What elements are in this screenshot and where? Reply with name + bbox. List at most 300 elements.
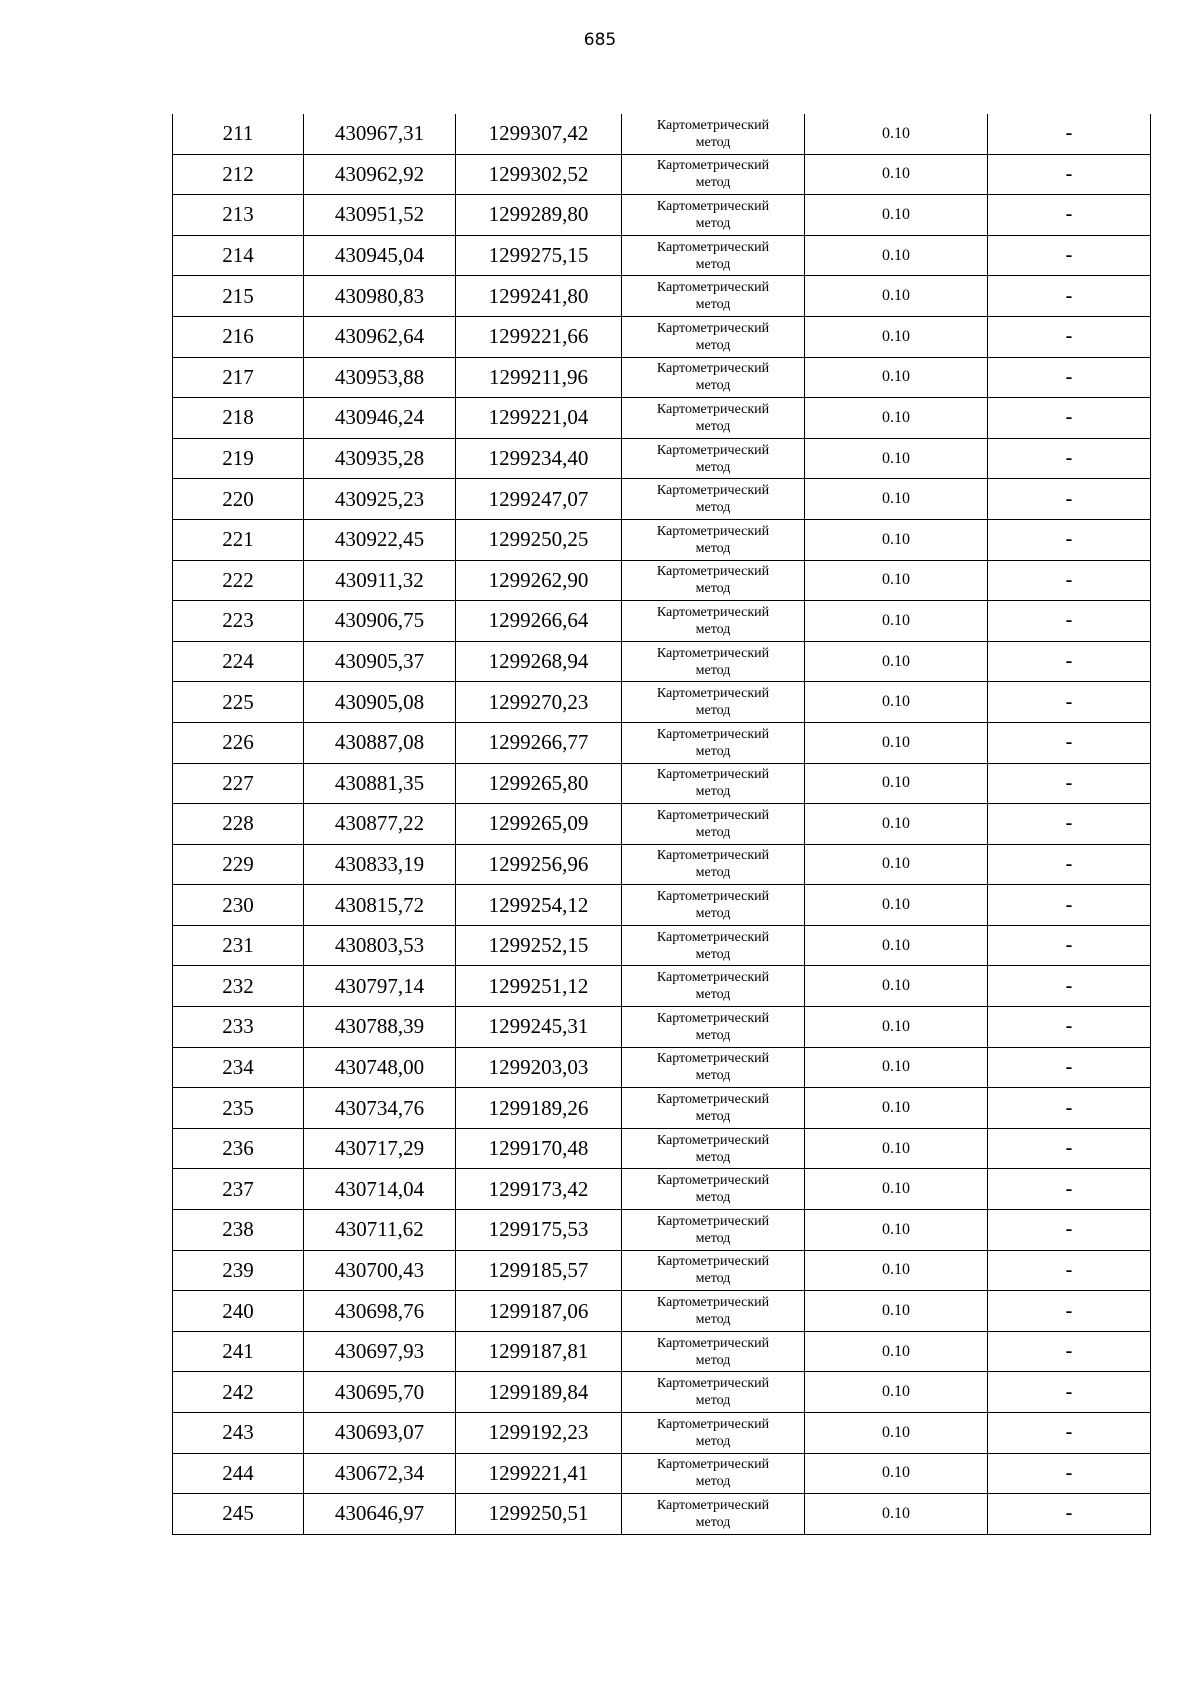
x-coordinate-cell: 430905,08: [304, 682, 456, 723]
y-coordinate-cell: 1299185,57: [456, 1250, 622, 1291]
note-cell: -: [988, 438, 1151, 479]
point-number-cell: 212: [173, 154, 304, 195]
method-line-2: метод: [695, 1474, 731, 1490]
method-line-2: метод: [695, 1230, 731, 1246]
accuracy-cell: 0.10: [805, 1169, 988, 1210]
method-line-1: Картометрический: [656, 726, 770, 742]
table-row: [173, 1128, 1151, 1169]
method-line-1: Картометрический: [656, 1092, 770, 1108]
x-coordinate-cell: 430815,72: [304, 885, 456, 926]
method-cell: [622, 1169, 805, 1210]
method-line-1: Картометрический: [656, 361, 770, 377]
method-line-2: метод: [695, 418, 731, 434]
note-cell: -: [988, 1413, 1151, 1454]
method-line-1: Картометрический: [656, 117, 770, 133]
method-line-1: Картометрический: [656, 807, 770, 823]
y-coordinate-cell: 1299189,26: [456, 1088, 622, 1129]
table-row: [173, 1047, 1151, 1088]
method-cell: [622, 844, 805, 885]
method-cell: [622, 1210, 805, 1251]
y-coordinate-cell: 1299250,51: [456, 1494, 622, 1535]
table-row: [173, 519, 1151, 560]
method-line-2: метод: [695, 1027, 731, 1043]
point-number-cell: 234: [173, 1047, 304, 1088]
y-coordinate-cell: 1299247,07: [456, 479, 622, 520]
method-cell: [622, 641, 805, 682]
method-cell: [622, 398, 805, 439]
x-coordinate-cell: 430833,19: [304, 844, 456, 885]
note-cell: -: [988, 844, 1151, 885]
note-cell: -: [988, 1210, 1151, 1251]
method-line-2: метод: [695, 865, 731, 881]
method-cell: [622, 235, 805, 276]
x-coordinate-cell: 430967,31: [304, 114, 456, 154]
accuracy-cell: 0.10: [805, 1128, 988, 1169]
y-coordinate-cell: 1299268,94: [456, 641, 622, 682]
accuracy-cell: 0.10: [805, 1331, 988, 1372]
accuracy-cell: 0.10: [805, 479, 988, 520]
method-line-1: Картометрический: [656, 1173, 770, 1189]
table-row: [173, 722, 1151, 763]
note-cell: -: [988, 195, 1151, 236]
note-cell: -: [988, 1047, 1151, 1088]
method-cell: [622, 1494, 805, 1535]
method-line-1: Картометрический: [656, 686, 770, 702]
method-line-1: Картометрический: [656, 320, 770, 336]
x-coordinate-cell: 430698,76: [304, 1291, 456, 1332]
point-number-cell: 241: [173, 1331, 304, 1372]
accuracy-cell: 0.10: [805, 722, 988, 763]
method-cell: [622, 479, 805, 520]
accuracy-cell: 0.10: [805, 844, 988, 885]
accuracy-cell: 0.10: [805, 1007, 988, 1048]
y-coordinate-cell: 1299270,23: [456, 682, 622, 723]
method-cell: [622, 804, 805, 845]
y-coordinate-cell: 1299265,80: [456, 763, 622, 804]
x-coordinate-cell: 430922,45: [304, 519, 456, 560]
y-coordinate-cell: 1299266,77: [456, 722, 622, 763]
point-number-cell: 239: [173, 1250, 304, 1291]
method-line-1: Картометрический: [656, 523, 770, 539]
point-number-cell: 224: [173, 641, 304, 682]
x-coordinate-cell: 430797,14: [304, 966, 456, 1007]
x-coordinate-cell: 430946,24: [304, 398, 456, 439]
method-line-1: Картометрический: [656, 889, 770, 905]
method-line-1: Картометрический: [656, 401, 770, 417]
method-line-2: метод: [695, 1514, 731, 1530]
note-cell: -: [988, 682, 1151, 723]
method-line-1: Картометрический: [656, 564, 770, 580]
method-cell: [622, 601, 805, 642]
note-cell: -: [988, 1128, 1151, 1169]
note-cell: -: [988, 763, 1151, 804]
x-coordinate-cell: 430646,97: [304, 1494, 456, 1535]
method-line-2: метод: [695, 621, 731, 637]
method-line-2: метод: [695, 1109, 731, 1125]
table-row: [173, 114, 1151, 154]
point-number-cell: 218: [173, 398, 304, 439]
method-line-2: метод: [695, 703, 731, 719]
accuracy-cell: 0.10: [805, 276, 988, 317]
method-line-2: метод: [695, 1393, 731, 1409]
accuracy-cell: 0.10: [805, 398, 988, 439]
table-row: [173, 1372, 1151, 1413]
method-cell: [622, 114, 805, 154]
y-coordinate-cell: 1299192,23: [456, 1413, 622, 1454]
y-coordinate-cell: 1299189,84: [456, 1372, 622, 1413]
method-line-2: метод: [695, 175, 731, 191]
point-number-cell: 236: [173, 1128, 304, 1169]
method-line-2: метод: [695, 743, 731, 759]
method-cell: [622, 357, 805, 398]
method-cell: [622, 438, 805, 479]
method-line-2: метод: [695, 256, 731, 272]
method-line-2: метод: [695, 337, 731, 353]
point-number-cell: 242: [173, 1372, 304, 1413]
method-cell: [622, 885, 805, 926]
table-row: [173, 195, 1151, 236]
method-cell: [622, 1372, 805, 1413]
point-number-cell: 227: [173, 763, 304, 804]
point-number-cell: 245: [173, 1494, 304, 1535]
table-row: [173, 438, 1151, 479]
point-number-cell: 216: [173, 316, 304, 357]
accuracy-cell: 0.10: [805, 560, 988, 601]
x-coordinate-cell: 430695,70: [304, 1372, 456, 1413]
point-number-cell: 217: [173, 357, 304, 398]
method-cell: [622, 519, 805, 560]
table-row: [173, 601, 1151, 642]
accuracy-cell: 0.10: [805, 966, 988, 1007]
table-row: [173, 641, 1151, 682]
point-number-cell: 223: [173, 601, 304, 642]
method-line-1: Картометрический: [656, 1254, 770, 1270]
note-cell: -: [988, 601, 1151, 642]
note-cell: -: [988, 1372, 1151, 1413]
method-line-1: Картометрический: [656, 483, 770, 499]
accuracy-cell: 0.10: [805, 1494, 988, 1535]
accuracy-cell: 0.10: [805, 1047, 988, 1088]
note-cell: -: [988, 154, 1151, 195]
y-coordinate-cell: 1299211,96: [456, 357, 622, 398]
y-coordinate-cell: 1299289,80: [456, 195, 622, 236]
y-coordinate-cell: 1299251,12: [456, 966, 622, 1007]
accuracy-cell: 0.10: [805, 519, 988, 560]
method-cell: [622, 1088, 805, 1129]
point-number-cell: 229: [173, 844, 304, 885]
method-cell: [622, 1250, 805, 1291]
table-row: [173, 966, 1151, 1007]
y-coordinate-cell: 1299203,03: [456, 1047, 622, 1088]
method-cell: [622, 1453, 805, 1494]
method-cell: [622, 154, 805, 195]
method-line-2: метод: [695, 378, 731, 394]
note-cell: -: [988, 1250, 1151, 1291]
point-number-cell: 235: [173, 1088, 304, 1129]
table-row: [173, 398, 1151, 439]
method-line-1: Картометрический: [656, 767, 770, 783]
point-number-cell: 222: [173, 560, 304, 601]
table-row: [173, 560, 1151, 601]
method-line-1: Картометрический: [656, 929, 770, 945]
table-row: [173, 235, 1151, 276]
accuracy-cell: 0.10: [805, 1210, 988, 1251]
accuracy-cell: 0.10: [805, 1291, 988, 1332]
coordinates-table: [172, 114, 1151, 1535]
y-coordinate-cell: 1299250,25: [456, 519, 622, 560]
x-coordinate-cell: 430906,75: [304, 601, 456, 642]
note-cell: -: [988, 114, 1151, 154]
x-coordinate-cell: 430951,52: [304, 195, 456, 236]
point-number-cell: 221: [173, 519, 304, 560]
method-cell: [622, 722, 805, 763]
note-cell: -: [988, 804, 1151, 845]
note-cell: -: [988, 316, 1151, 357]
point-number-cell: 231: [173, 925, 304, 966]
table-row: [173, 1494, 1151, 1535]
accuracy-cell: 0.10: [805, 1413, 988, 1454]
y-coordinate-cell: 1299262,90: [456, 560, 622, 601]
note-cell: -: [988, 1169, 1151, 1210]
note-cell: -: [988, 966, 1151, 1007]
table-row: [173, 1413, 1151, 1454]
y-coordinate-cell: 1299275,15: [456, 235, 622, 276]
table-row: [173, 1453, 1151, 1494]
table-row: [173, 925, 1151, 966]
method-cell: [622, 1007, 805, 1048]
x-coordinate-cell: 430911,32: [304, 560, 456, 601]
accuracy-cell: 0.10: [805, 682, 988, 723]
x-coordinate-cell: 430945,04: [304, 235, 456, 276]
x-coordinate-cell: 430734,76: [304, 1088, 456, 1129]
accuracy-cell: 0.10: [805, 1250, 988, 1291]
method-cell: [622, 316, 805, 357]
accuracy-cell: 0.10: [805, 885, 988, 926]
method-line-2: метод: [695, 1312, 731, 1328]
accuracy-cell: 0.10: [805, 641, 988, 682]
method-line-2: метод: [695, 1149, 731, 1165]
accuracy-cell: 0.10: [805, 1372, 988, 1413]
method-cell: [622, 1128, 805, 1169]
x-coordinate-cell: 430693,07: [304, 1413, 456, 1454]
x-coordinate-cell: 430962,92: [304, 154, 456, 195]
accuracy-cell: 0.10: [805, 114, 988, 154]
note-cell: -: [988, 1088, 1151, 1129]
y-coordinate-cell: 1299234,40: [456, 438, 622, 479]
method-line-1: Картометрический: [656, 1051, 770, 1067]
y-coordinate-cell: 1299187,81: [456, 1331, 622, 1372]
method-cell: [622, 966, 805, 1007]
x-coordinate-cell: 430881,35: [304, 763, 456, 804]
table-row: [173, 1331, 1151, 1372]
note-cell: -: [988, 1007, 1151, 1048]
point-number-cell: 233: [173, 1007, 304, 1048]
method-line-1: Картометрический: [656, 280, 770, 296]
table-row: [173, 1210, 1151, 1251]
accuracy-cell: 0.10: [805, 438, 988, 479]
accuracy-cell: 0.10: [805, 1453, 988, 1494]
note-cell: -: [988, 641, 1151, 682]
method-line-2: метод: [695, 906, 731, 922]
table-row: [173, 763, 1151, 804]
method-line-1: Картометрический: [656, 970, 770, 986]
method-line-1: Картометрический: [656, 158, 770, 174]
page-number: 685: [583, 30, 617, 50]
point-number-cell: 240: [173, 1291, 304, 1332]
x-coordinate-cell: 430788,39: [304, 1007, 456, 1048]
point-number-cell: 244: [173, 1453, 304, 1494]
x-coordinate-cell: 430962,64: [304, 316, 456, 357]
accuracy-cell: 0.10: [805, 763, 988, 804]
method-line-1: Картометрический: [656, 645, 770, 661]
method-line-1: Картометрический: [656, 1497, 770, 1513]
x-coordinate-cell: 430748,00: [304, 1047, 456, 1088]
method-line-1: Картометрический: [656, 1376, 770, 1392]
table-row: [173, 1169, 1151, 1210]
note-cell: -: [988, 560, 1151, 601]
table-row: [173, 1007, 1151, 1048]
table-row: [173, 154, 1151, 195]
table-row: [173, 276, 1151, 317]
method-line-1: Картометрический: [656, 239, 770, 255]
accuracy-cell: 0.10: [805, 154, 988, 195]
note-cell: -: [988, 479, 1151, 520]
y-coordinate-cell: 1299173,42: [456, 1169, 622, 1210]
note-cell: -: [988, 1331, 1151, 1372]
method-cell: [622, 1413, 805, 1454]
accuracy-cell: 0.10: [805, 925, 988, 966]
method-cell: [622, 560, 805, 601]
method-line-1: Картометрический: [656, 604, 770, 620]
x-coordinate-cell: 430925,23: [304, 479, 456, 520]
method-line-2: метод: [695, 662, 731, 678]
note-cell: -: [988, 925, 1151, 966]
y-coordinate-cell: 1299170,48: [456, 1128, 622, 1169]
x-coordinate-cell: 430711,62: [304, 1210, 456, 1251]
method-line-2: метод: [695, 297, 731, 313]
y-coordinate-cell: 1299175,53: [456, 1210, 622, 1251]
method-line-1: Картометрический: [656, 1335, 770, 1351]
method-cell: [622, 195, 805, 236]
method-line-1: Картометрический: [656, 442, 770, 458]
table-row: [173, 682, 1151, 723]
point-number-cell: 230: [173, 885, 304, 926]
method-line-1: Картометрический: [656, 1416, 770, 1432]
accuracy-cell: 0.10: [805, 357, 988, 398]
point-number-cell: 238: [173, 1210, 304, 1251]
y-coordinate-cell: 1299254,12: [456, 885, 622, 926]
point-number-cell: 215: [173, 276, 304, 317]
method-line-2: метод: [695, 540, 731, 556]
y-coordinate-cell: 1299187,06: [456, 1291, 622, 1332]
method-cell: [622, 276, 805, 317]
method-line-2: метод: [695, 459, 731, 475]
point-number-cell: 243: [173, 1413, 304, 1454]
point-number-cell: 226: [173, 722, 304, 763]
y-coordinate-cell: 1299256,96: [456, 844, 622, 885]
method-line-2: метод: [695, 1433, 731, 1449]
note-cell: -: [988, 1291, 1151, 1332]
method-line-2: метод: [695, 215, 731, 231]
accuracy-cell: 0.10: [805, 601, 988, 642]
x-coordinate-cell: 430717,29: [304, 1128, 456, 1169]
method-line-2: метод: [695, 987, 731, 1003]
method-line-2: метод: [695, 1068, 731, 1084]
note-cell: -: [988, 276, 1151, 317]
method-cell: [622, 925, 805, 966]
table-row: [173, 844, 1151, 885]
y-coordinate-cell: 1299266,64: [456, 601, 622, 642]
accuracy-cell: 0.10: [805, 1088, 988, 1129]
table-row: [173, 1250, 1151, 1291]
method-line-1: Картометрический: [656, 198, 770, 214]
accuracy-cell: 0.10: [805, 195, 988, 236]
method-line-2: метод: [695, 824, 731, 840]
point-number-cell: 232: [173, 966, 304, 1007]
y-coordinate-cell: 1299241,80: [456, 276, 622, 317]
x-coordinate-cell: 430697,93: [304, 1331, 456, 1372]
method-line-2: метод: [695, 500, 731, 516]
accuracy-cell: 0.10: [805, 235, 988, 276]
point-number-cell: 220: [173, 479, 304, 520]
method-cell: [622, 763, 805, 804]
method-line-2: метод: [695, 1271, 731, 1287]
method-line-1: Картометрический: [656, 1010, 770, 1026]
accuracy-cell: 0.10: [805, 804, 988, 845]
method-line-1: Картометрический: [656, 1457, 770, 1473]
table-row: [173, 316, 1151, 357]
method-cell: [622, 1291, 805, 1332]
note-cell: -: [988, 722, 1151, 763]
method-line-1: Картометрический: [656, 1295, 770, 1311]
x-coordinate-cell: 430714,04: [304, 1169, 456, 1210]
table-row: [173, 885, 1151, 926]
y-coordinate-cell: 1299221,66: [456, 316, 622, 357]
point-number-cell: 225: [173, 682, 304, 723]
method-line-2: метод: [695, 946, 731, 962]
table-row: [173, 1088, 1151, 1129]
note-cell: -: [988, 235, 1151, 276]
y-coordinate-cell: 1299307,42: [456, 114, 622, 154]
y-coordinate-cell: 1299265,09: [456, 804, 622, 845]
method-cell: [622, 1331, 805, 1372]
method-line-1: Картометрический: [656, 848, 770, 864]
x-coordinate-cell: 430935,28: [304, 438, 456, 479]
x-coordinate-cell: 430905,37: [304, 641, 456, 682]
y-coordinate-cell: 1299252,15: [456, 925, 622, 966]
method-line-2: метод: [695, 1190, 731, 1206]
x-coordinate-cell: 430953,88: [304, 357, 456, 398]
method-cell: [622, 1047, 805, 1088]
method-cell: [622, 682, 805, 723]
note-cell: -: [988, 1494, 1151, 1535]
point-number-cell: 213: [173, 195, 304, 236]
x-coordinate-cell: 430803,53: [304, 925, 456, 966]
point-number-cell: 211: [173, 114, 304, 154]
method-line-2: метод: [695, 134, 731, 150]
x-coordinate-cell: 430877,22: [304, 804, 456, 845]
point-number-cell: 228: [173, 804, 304, 845]
x-coordinate-cell: 430700,43: [304, 1250, 456, 1291]
table-row: [173, 357, 1151, 398]
point-number-cell: 214: [173, 235, 304, 276]
note-cell: -: [988, 398, 1151, 439]
method-line-1: Картометрический: [656, 1132, 770, 1148]
accuracy-cell: 0.10: [805, 316, 988, 357]
method-line-2: метод: [695, 1352, 731, 1368]
table-row: [173, 479, 1151, 520]
method-line-2: метод: [695, 784, 731, 800]
